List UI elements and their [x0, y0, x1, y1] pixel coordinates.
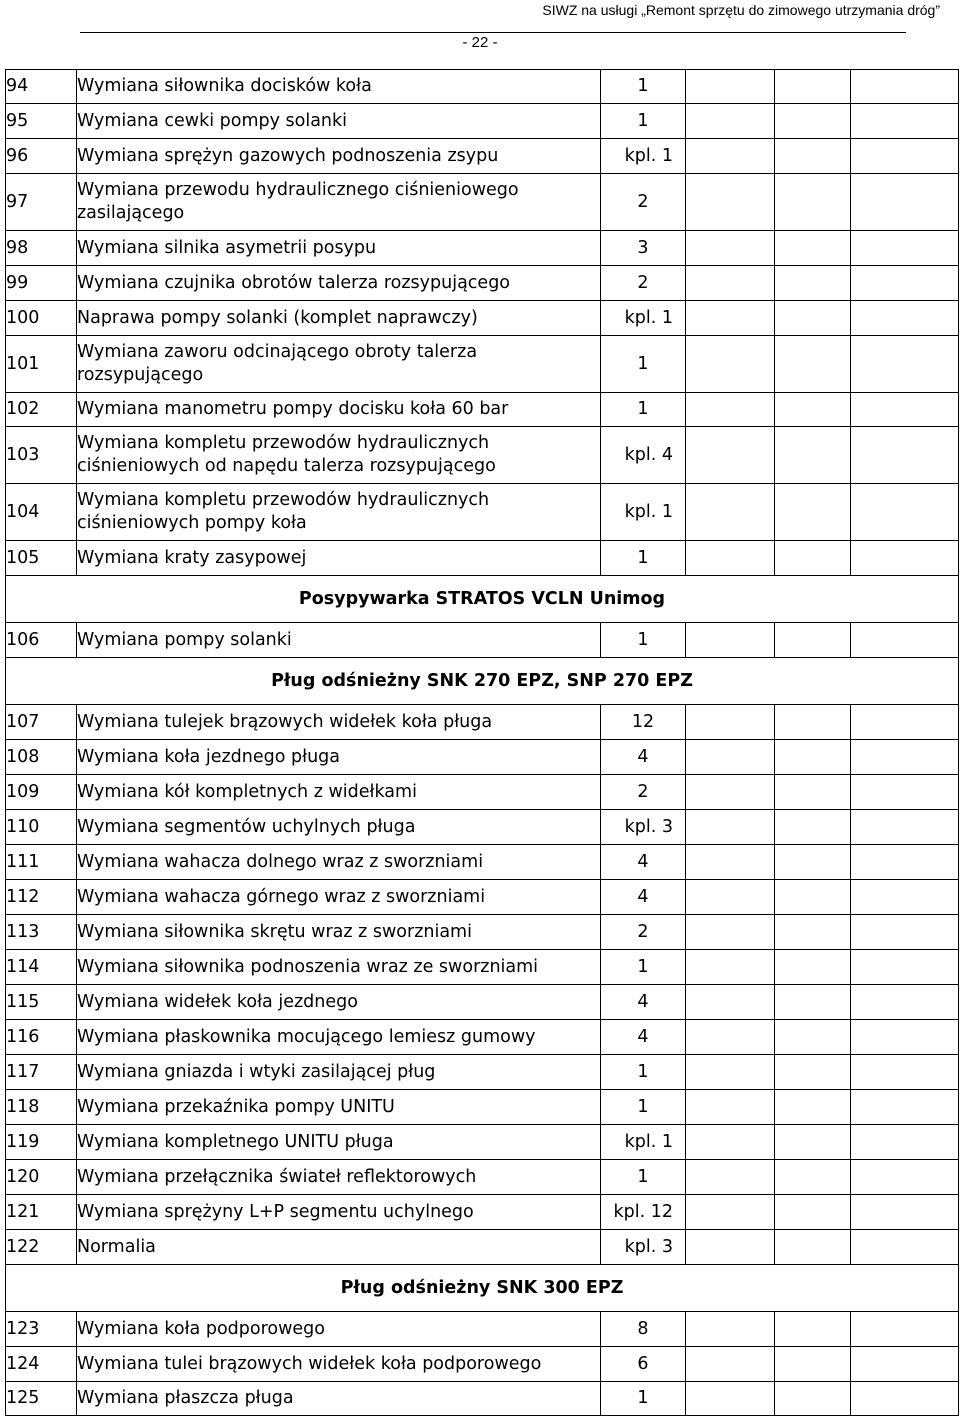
empty-cell: [851, 1195, 959, 1230]
table-row: [6, 174, 959, 231]
empty-cell: [775, 1020, 851, 1055]
empty-cell: [686, 1055, 775, 1090]
item-description: Wymiana kraty zasypowej: [77, 541, 601, 576]
item-description: Wymiana gniazda i wtyki zasilającej pług: [77, 1055, 601, 1090]
section-title: Pług odśnieżny SNK 270 EPZ, SNP 270 EPZ: [6, 658, 959, 705]
table-row: [6, 1312, 959, 1347]
empty-cell: [686, 950, 775, 985]
item-quantity: 4: [601, 1020, 686, 1055]
item-description: Normalia: [77, 1230, 601, 1265]
section-row: [6, 658, 959, 705]
item-number: 103: [6, 427, 77, 484]
table-row: [6, 1347, 959, 1382]
empty-cell: [686, 266, 775, 301]
empty-cell: [686, 104, 775, 139]
empty-cell: [775, 1382, 851, 1416]
empty-cell: [686, 915, 775, 950]
item-quantity: 1: [601, 1382, 686, 1416]
item-number: 107: [6, 705, 77, 740]
table-row: [6, 985, 959, 1020]
empty-cell: [851, 174, 959, 231]
empty-cell: [686, 880, 775, 915]
empty-cell: [775, 541, 851, 576]
section-title: Posypywarka STRATOS VCLN Unimog: [6, 576, 959, 623]
empty-cell: [686, 1382, 775, 1416]
empty-cell: [775, 1160, 851, 1195]
empty-cell: [775, 915, 851, 950]
empty-cell: [775, 740, 851, 775]
item-description: Wymiana widełek koła jezdnego: [77, 985, 601, 1020]
table-row: [6, 104, 959, 139]
empty-cell: [775, 104, 851, 139]
empty-cell: [775, 174, 851, 231]
empty-cell: [775, 705, 851, 740]
item-description: Wymiana siłownika docisków koła: [77, 70, 601, 104]
empty-cell: [851, 1312, 959, 1347]
item-number: 96: [6, 139, 77, 174]
item-number: 99: [6, 266, 77, 301]
page-number: - 22 -: [462, 34, 498, 51]
empty-cell: [686, 393, 775, 427]
item-quantity: 2: [601, 174, 686, 231]
item-number: 125: [6, 1382, 77, 1416]
empty-cell: [775, 1195, 851, 1230]
item-quantity: kpl. 1: [601, 139, 686, 174]
item-number: 104: [6, 484, 77, 541]
empty-cell: [686, 1160, 775, 1195]
item-number: 121: [6, 1195, 77, 1230]
empty-cell: [775, 393, 851, 427]
empty-cell: [686, 1195, 775, 1230]
table-row: [6, 139, 959, 174]
item-description: Wymiana pompy solanki: [77, 623, 601, 658]
table-row: [6, 880, 959, 915]
item-quantity: 1: [601, 1055, 686, 1090]
item-description: Wymiana siłownika podnoszenia wraz ze sworzniami: [77, 950, 601, 985]
item-description: Wymiana koła jezdnego pługa: [77, 740, 601, 775]
empty-cell: [775, 985, 851, 1020]
empty-cell: [851, 301, 959, 336]
empty-cell: [775, 231, 851, 266]
empty-cell: [775, 775, 851, 810]
item-description: Wymiana czujnika obrotów talerza rozsypującego: [77, 266, 601, 301]
empty-cell: [851, 1055, 959, 1090]
item-number: 117: [6, 1055, 77, 1090]
empty-cell: [851, 740, 959, 775]
table-row: [6, 1055, 959, 1090]
item-quantity: kpl. 12: [601, 1195, 686, 1230]
item-description: Wymiana sprężyny L+P segmentu uchylnego: [77, 1195, 601, 1230]
item-quantity: kpl. 4: [601, 427, 686, 484]
item-description: Wymiana wahacza dolnego wraz z sworzniami: [77, 845, 601, 880]
table-row: [6, 1160, 959, 1195]
item-quantity: kpl. 1: [601, 1125, 686, 1160]
empty-cell: [775, 484, 851, 541]
empty-cell: [686, 845, 775, 880]
empty-cell: [686, 985, 775, 1020]
item-number: 114: [6, 950, 77, 985]
empty-cell: [775, 1125, 851, 1160]
empty-cell: [851, 70, 959, 104]
empty-cell: [851, 623, 959, 658]
item-quantity: 8: [601, 1312, 686, 1347]
item-number: 105: [6, 541, 77, 576]
item-number: 101: [6, 336, 77, 393]
table-row: [6, 266, 959, 301]
table-row: [6, 336, 959, 393]
empty-cell: [775, 139, 851, 174]
table-row: [6, 845, 959, 880]
item-number: 113: [6, 915, 77, 950]
empty-cell: [851, 1230, 959, 1265]
item-quantity: 1: [601, 541, 686, 576]
section-title: Pług odśnieżny SNK 300 EPZ: [6, 1265, 959, 1312]
item-description: Wymiana manometru pompy docisku koła 60 bar: [77, 393, 601, 427]
item-quantity: 3: [601, 231, 686, 266]
running-header: SIWZ na usługi „Remont sprzętu do zimowego utrzymania dróg”: [542, 2, 940, 18]
empty-cell: [775, 301, 851, 336]
item-description: Wymiana koła podporowego: [77, 1312, 601, 1347]
empty-cell: [851, 1020, 959, 1055]
item-description: Wymiana kół kompletnych z widełkami: [77, 775, 601, 810]
item-quantity: 1: [601, 623, 686, 658]
item-number: 94: [6, 70, 77, 104]
item-number: 95: [6, 104, 77, 139]
item-description: Naprawa pompy solanki (komplet naprawczy): [77, 301, 601, 336]
empty-cell: [775, 1312, 851, 1347]
item-quantity: kpl. 3: [601, 1230, 686, 1265]
empty-cell: [851, 1125, 959, 1160]
empty-cell: [851, 336, 959, 393]
works-table-body: [6, 70, 959, 1416]
empty-cell: [851, 915, 959, 950]
table-row: [6, 70, 959, 104]
item-number: 97: [6, 174, 77, 231]
empty-cell: [686, 301, 775, 336]
item-number: 123: [6, 1312, 77, 1347]
empty-cell: [775, 1055, 851, 1090]
table-row: [6, 705, 959, 740]
empty-cell: [851, 985, 959, 1020]
table-row: [6, 301, 959, 336]
empty-cell: [686, 336, 775, 393]
empty-cell: [851, 231, 959, 266]
empty-cell: [686, 1347, 775, 1382]
empty-cell: [851, 427, 959, 484]
empty-cell: [686, 174, 775, 231]
empty-cell: [686, 541, 775, 576]
item-number: 115: [6, 985, 77, 1020]
empty-cell: [686, 623, 775, 658]
empty-cell: [686, 484, 775, 541]
item-number: 98: [6, 231, 77, 266]
item-number: 102: [6, 393, 77, 427]
empty-cell: [686, 705, 775, 740]
item-description: Wymiana płaszcza pługa: [77, 1382, 601, 1416]
empty-cell: [775, 1090, 851, 1125]
item-quantity: 1: [601, 336, 686, 393]
item-description: Wymiana wahacza górnego wraz z sworzniami: [77, 880, 601, 915]
item-description: Wymiana kompletnego UNITU pługa: [77, 1125, 601, 1160]
empty-cell: [851, 880, 959, 915]
item-quantity: 1: [601, 950, 686, 985]
empty-cell: [775, 336, 851, 393]
empty-cell: [775, 880, 851, 915]
item-description: Wymiana kompletu przewodów hydraulicznych ciśnieniowych od napędu talerza rozsypującego: [77, 427, 601, 484]
item-number: 108: [6, 740, 77, 775]
empty-cell: [775, 266, 851, 301]
item-number: 119: [6, 1125, 77, 1160]
item-description: Wymiana sprężyn gazowych podnoszenia zsypu: [77, 139, 601, 174]
empty-cell: [686, 1125, 775, 1160]
item-number: 100: [6, 301, 77, 336]
empty-cell: [851, 845, 959, 880]
empty-cell: [851, 705, 959, 740]
item-description: Wymiana przełącznika świateł reflektorowych: [77, 1160, 601, 1195]
table-row: [6, 1230, 959, 1265]
empty-cell: [686, 139, 775, 174]
item-quantity: 4: [601, 985, 686, 1020]
item-quantity: 4: [601, 740, 686, 775]
empty-cell: [851, 393, 959, 427]
item-quantity: 12: [601, 705, 686, 740]
empty-cell: [851, 541, 959, 576]
empty-cell: [686, 427, 775, 484]
item-description: Wymiana segmentów uchylnych pługa: [77, 810, 601, 845]
item-number: 124: [6, 1347, 77, 1382]
item-quantity: kpl. 1: [601, 484, 686, 541]
item-description: Wymiana przekaźnika pompy UNITU: [77, 1090, 601, 1125]
table-row: [6, 810, 959, 845]
table-row: [6, 1125, 959, 1160]
item-description: Wymiana tulei brązowych widełek koła podporowego: [77, 1347, 601, 1382]
empty-cell: [775, 70, 851, 104]
empty-cell: [775, 845, 851, 880]
empty-cell: [775, 1347, 851, 1382]
table-row: [6, 623, 959, 658]
item-number: 106: [6, 623, 77, 658]
table-row: [6, 915, 959, 950]
item-description: Wymiana cewki pompy solanki: [77, 104, 601, 139]
item-number: 109: [6, 775, 77, 810]
item-description: Wymiana siłownika skrętu wraz z sworzniami: [77, 915, 601, 950]
item-quantity: 2: [601, 266, 686, 301]
empty-cell: [851, 484, 959, 541]
table-row: [6, 484, 959, 541]
item-quantity: 1: [601, 104, 686, 139]
empty-cell: [851, 1160, 959, 1195]
table-row: [6, 740, 959, 775]
table-row: [6, 775, 959, 810]
item-quantity: 2: [601, 775, 686, 810]
section-row: [6, 576, 959, 623]
empty-cell: [686, 810, 775, 845]
item-number: 110: [6, 810, 77, 845]
empty-cell: [686, 1020, 775, 1055]
empty-cell: [775, 810, 851, 845]
table-row: [6, 1382, 959, 1416]
item-quantity: 1: [601, 393, 686, 427]
empty-cell: [851, 139, 959, 174]
item-description: Wymiana zaworu odcinającego obroty talerza rozsypującego: [77, 336, 601, 393]
empty-cell: [851, 810, 959, 845]
empty-cell: [686, 231, 775, 266]
item-quantity: 6: [601, 1347, 686, 1382]
item-description: Wymiana płaskownika mocującego lemiesz gumowy: [77, 1020, 601, 1055]
empty-cell: [851, 775, 959, 810]
empty-cell: [851, 1090, 959, 1125]
header-rule: [80, 32, 906, 33]
item-quantity: kpl. 3: [601, 810, 686, 845]
item-description: Wymiana silnika asymetrii posypu: [77, 231, 601, 266]
empty-cell: [686, 775, 775, 810]
empty-cell: [686, 740, 775, 775]
item-description: Wymiana tulejek brązowych widełek koła pługa: [77, 705, 601, 740]
works-table: [5, 69, 959, 1416]
empty-cell: [775, 950, 851, 985]
item-number: 118: [6, 1090, 77, 1125]
empty-cell: [851, 104, 959, 139]
item-quantity: kpl. 1: [601, 301, 686, 336]
empty-cell: [851, 1382, 959, 1416]
item-number: 112: [6, 880, 77, 915]
section-row: [6, 1265, 959, 1312]
empty-cell: [686, 1230, 775, 1265]
table-row: [6, 541, 959, 576]
table-row: [6, 1195, 959, 1230]
item-quantity: 2: [601, 915, 686, 950]
table-row: [6, 393, 959, 427]
empty-cell: [686, 1090, 775, 1125]
item-number: 122: [6, 1230, 77, 1265]
table-row: [6, 1020, 959, 1055]
table-row: [6, 1090, 959, 1125]
table-row: [6, 950, 959, 985]
item-number: 120: [6, 1160, 77, 1195]
empty-cell: [775, 623, 851, 658]
empty-cell: [686, 70, 775, 104]
empty-cell: [686, 1312, 775, 1347]
item-quantity: 1: [601, 1160, 686, 1195]
item-quantity: 1: [601, 70, 686, 104]
item-number: 111: [6, 845, 77, 880]
empty-cell: [775, 1230, 851, 1265]
empty-cell: [851, 950, 959, 985]
empty-cell: [851, 266, 959, 301]
empty-cell: [775, 427, 851, 484]
table-row: [6, 427, 959, 484]
item-quantity: 4: [601, 880, 686, 915]
item-number: 116: [6, 1020, 77, 1055]
item-quantity: 4: [601, 845, 686, 880]
empty-cell: [851, 1347, 959, 1382]
item-description: Wymiana przewodu hydraulicznego ciśnieniowego zasilającego: [77, 174, 601, 231]
item-description: Wymiana kompletu przewodów hydraulicznych ciśnieniowych pompy koła: [77, 484, 601, 541]
table-row: [6, 231, 959, 266]
item-quantity: 1: [601, 1090, 686, 1125]
